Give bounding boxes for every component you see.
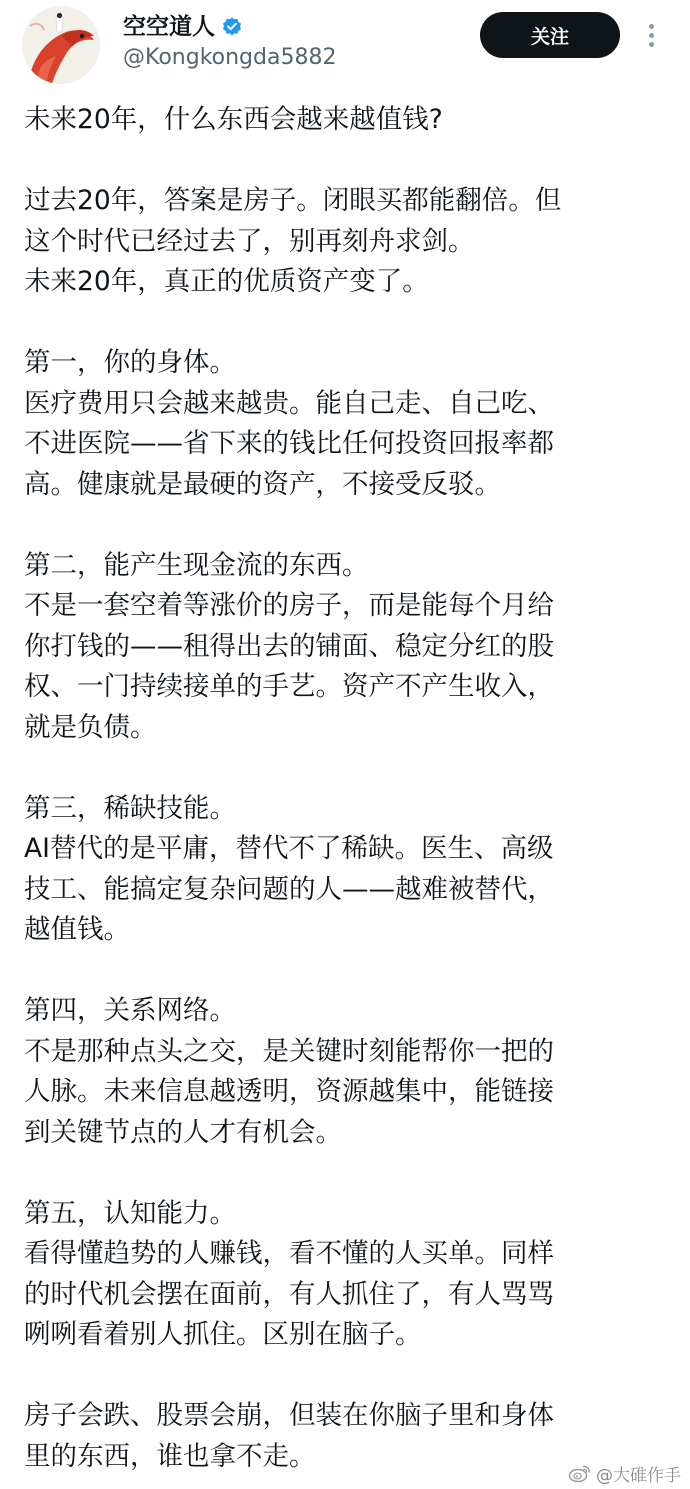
- more-dot: [649, 33, 654, 38]
- koi-fish-avatar-image: [22, 6, 100, 84]
- post-paragraph: 第二，能产生现金流的东西。 不是一套空着等涨价的房子，而是能每个月给 你打钱的——租得出去的铺面、稳定分红的股 权、一门持续接单的手艺。资产不产生收入， 就是负债。: [24, 549, 554, 743]
- avatar[interactable]: [22, 6, 100, 84]
- post-paragraph: 房子会跌、股票会崩，但装在你脑子里和身体 里的东西，谁也拿不走。: [24, 1400, 554, 1472]
- post-paragraph: 第五，认知能力。 看得懂趋势的人赚钱，看不懂的人买单。同样 的时代机会摆在面前，有人抓住了，有人骂骂 咧咧看着别人抓住。区别在脑子。: [24, 1197, 554, 1350]
- name-row: [123, 12, 243, 42]
- post-paragraph: 第一，你的身体。 医疗费用只会越来越贵。能自己走、自己吃、 不进医院——省下来的钱比任何投资回报率都 高。健康就是最硬的资产，不接受反驳。: [24, 347, 554, 500]
- post-paragraph: 过去20年，答案是房子。闭眼买都能翻倍。但 这个时代已经过去了，别再刻舟求剑。 未来20年，真正的优质资产变了。: [24, 185, 562, 297]
- post-body: [24, 100, 674, 1477]
- post-title: 未来20年，什么东西会越来越值钱?: [24, 104, 443, 135]
- weibo-icon: [568, 1463, 592, 1483]
- post-paragraph: 第四，关系网络。 不是那种点头之交，是关键时刻能帮你一把的 人脉。未来信息越透明，资源越集中，能链接 到关键节点的人才有机会。: [24, 995, 554, 1148]
- more-dot: [649, 24, 654, 29]
- verified-badge-icon: [221, 16, 243, 38]
- more-options-icon[interactable]: [640, 18, 664, 52]
- post-header: [0, 0, 690, 90]
- watermark: [568, 1460, 681, 1486]
- user-handle[interactable]: @Kongkongda5882: [123, 45, 337, 70]
- more-dot: [649, 42, 654, 47]
- display-name[interactable]: 空空道人: [123, 14, 215, 40]
- watermark-text: @大碓作手: [596, 1465, 681, 1486]
- post-paragraph: 第三，稀缺技能。 AI替代的是平庸，替代不了稀缺。医生、高级 技工、能搞定复杂问题的人——越难被替代， 越值钱。: [24, 792, 554, 945]
- follow-button[interactable]: 关注: [480, 12, 620, 58]
